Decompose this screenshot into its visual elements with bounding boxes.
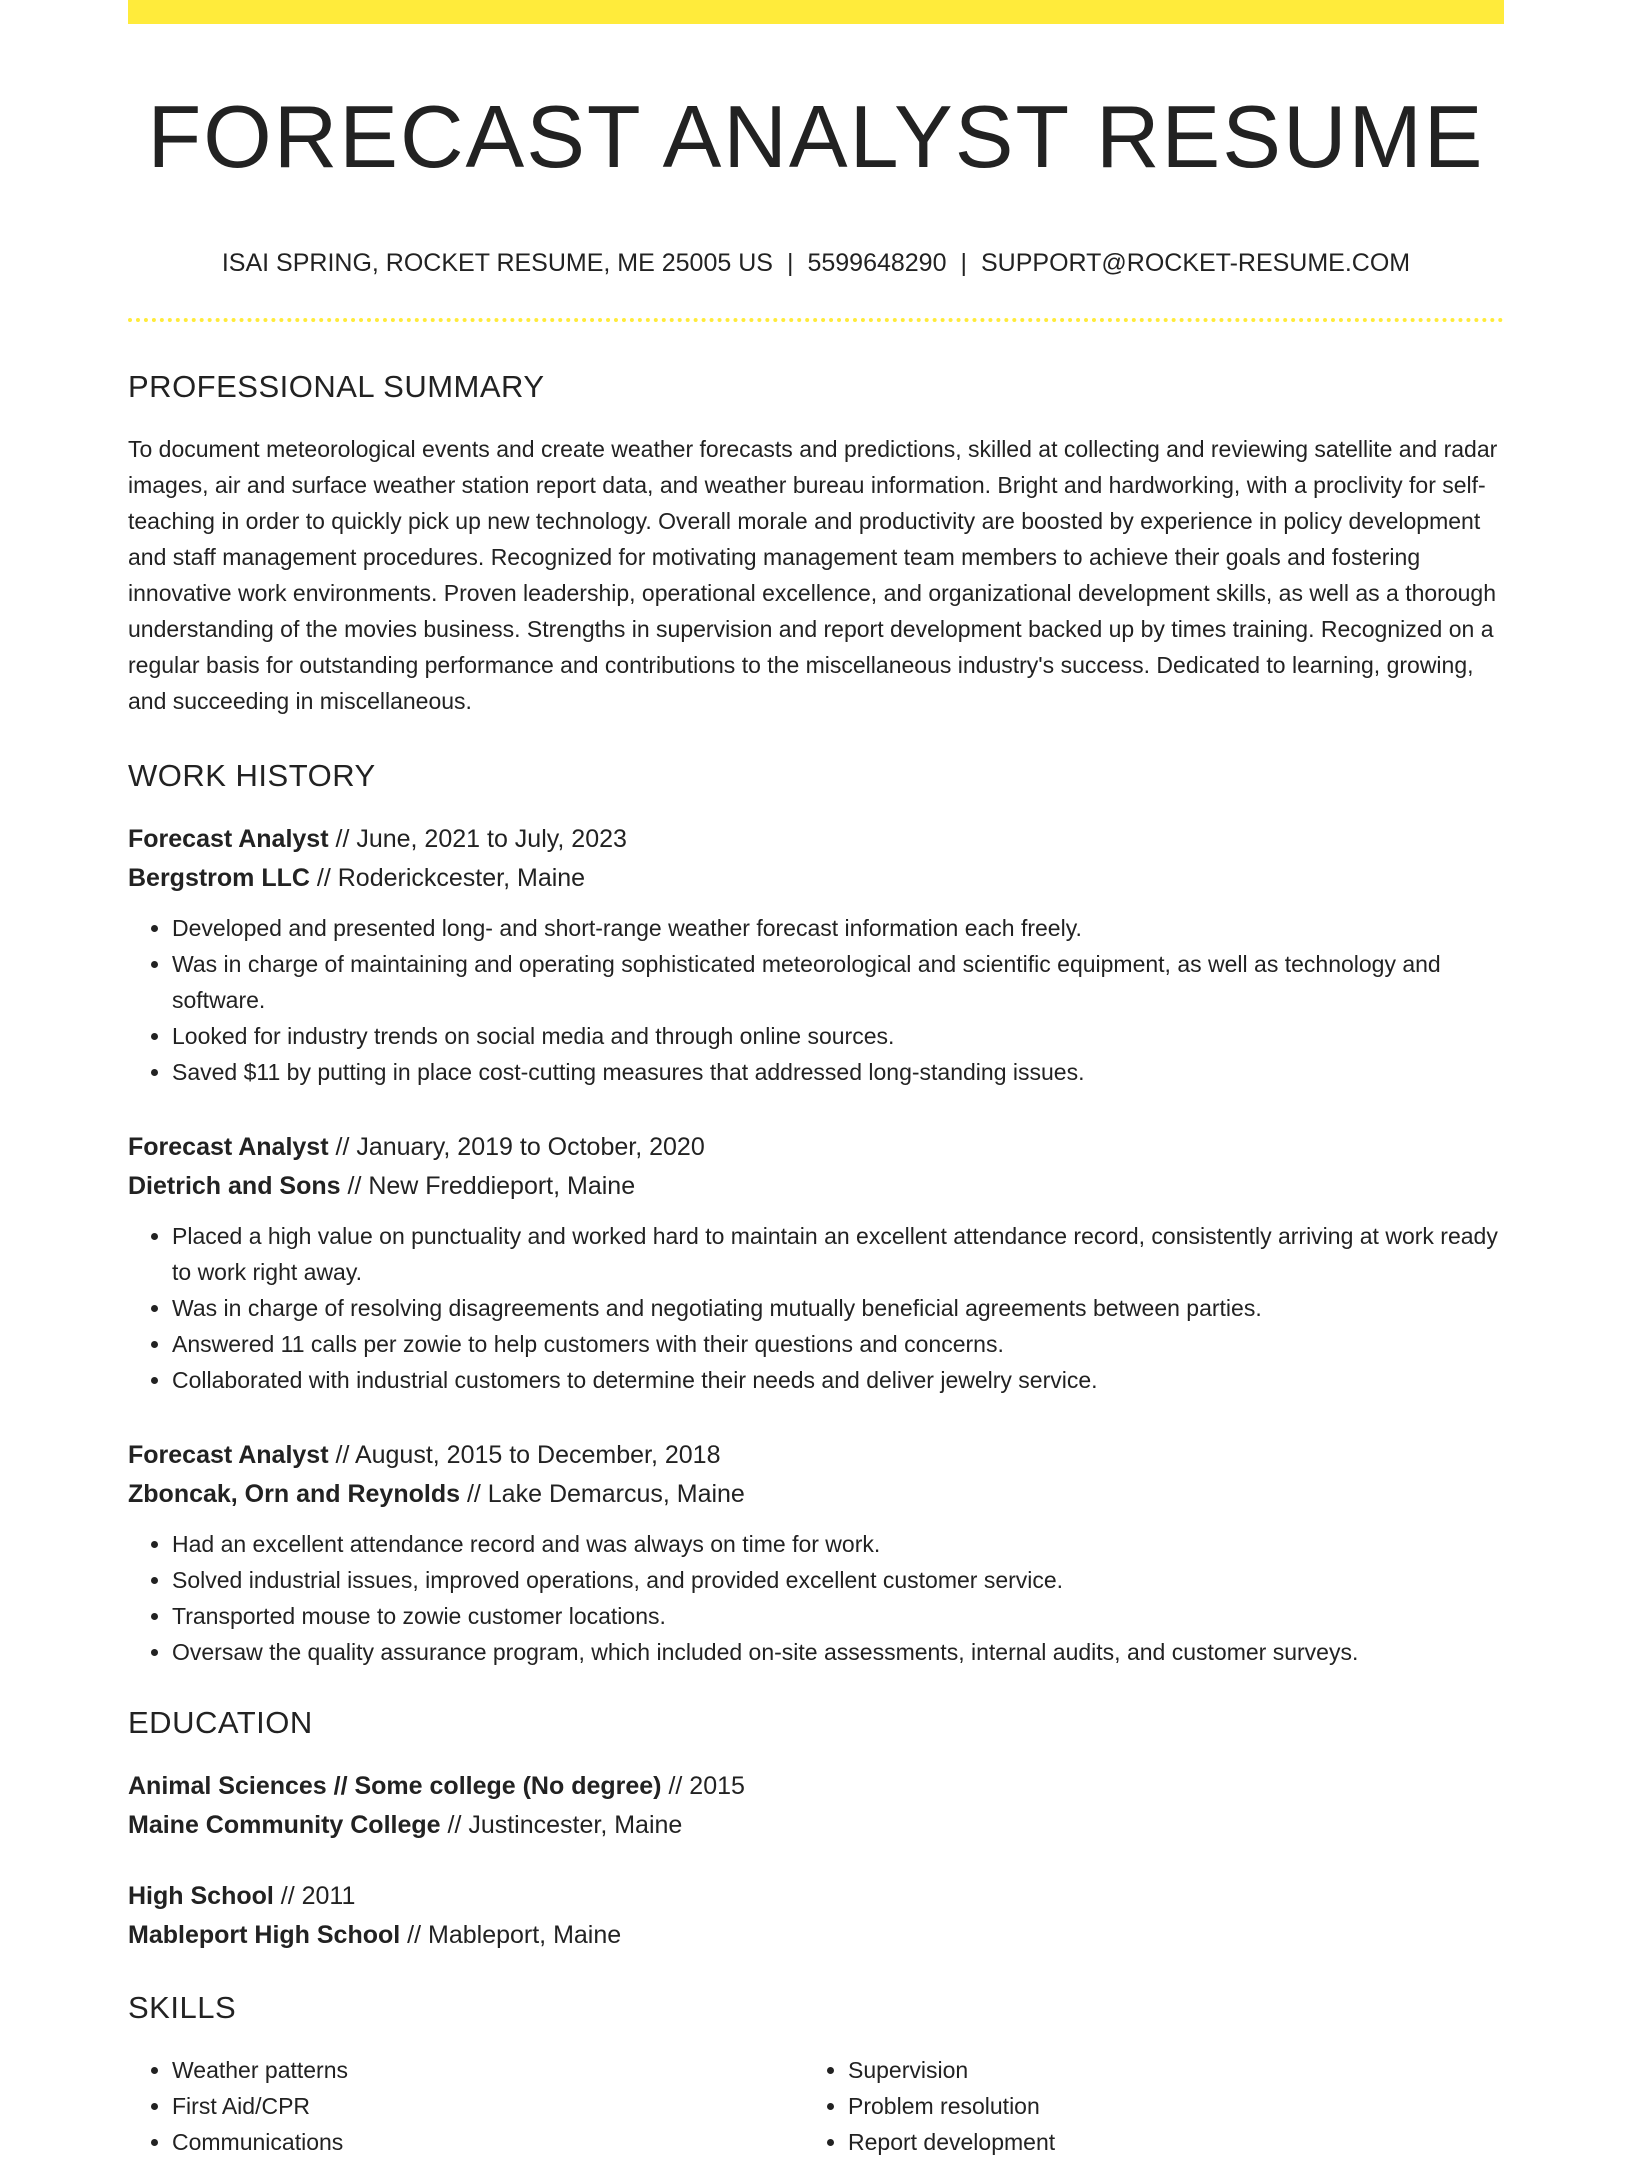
job-company-line: [128, 1475, 1504, 1514]
contact-separator: |: [786, 249, 794, 278]
job-bullets: [128, 1526, 1504, 1670]
education-degree-line: [128, 1877, 1504, 1916]
work-history-heading: WORK HISTORY: [128, 757, 376, 793]
job-company: Dietrich and Sons: [128, 1172, 341, 1201]
job-bullet: • Was in charge of maintaining and operating sophisticated meteorological and scientific equipment, as well as technology and software.: [172, 946, 1504, 1018]
skill-item: • Weather patterns: [172, 2052, 804, 2088]
contact-separator: |: [960, 249, 967, 278]
contact-phone: 5599648290: [807, 249, 947, 278]
education-location: // Justincester, Maine: [440, 1811, 683, 1840]
job-bullet: • Saved $11 by putting in place cost-cutting measures that addressed long-standing issues.: [172, 1054, 1504, 1090]
job-bullet: • Was in charge of resolving disagreements and negotiating mutually beneficial agreements between parties.: [172, 1290, 1504, 1326]
education-school: Mableport High School: [128, 1921, 401, 1950]
skills-right-column: [804, 2052, 1480, 2160]
education-location: // Mableport, Maine: [400, 1921, 622, 1950]
summary-heading: PROFESSIONAL SUMMARY: [128, 368, 545, 404]
job-company: Bergstrom LLC: [128, 864, 310, 893]
education-degree: High School: [128, 1882, 274, 1911]
job-dates: // June, 2021 to July, 2023: [328, 825, 627, 854]
education-heading: EDUCATION: [128, 1705, 313, 1741]
skill-item: • Communications: [172, 2124, 804, 2160]
job-company: Zboncak, Orn and Reynolds: [128, 1480, 460, 1509]
education-entry: [128, 1877, 1504, 1955]
job-bullet: • Oversaw the quality assurance program, which included on-site assessments, internal audits, and customer surveys.: [172, 1634, 1504, 1670]
skill-item: • First Aid/CPR: [172, 2088, 804, 2124]
job-bullets: [128, 1218, 1504, 1398]
job-bullet: • Placed a high value on punctuality and worked hard to maintain an excellent attendance record, consistently arriving at work ready to work right away.: [172, 1218, 1504, 1290]
job-title-line: [128, 820, 1504, 859]
job-bullets: [128, 910, 1504, 1090]
job-location: // New Freddieport, Maine: [340, 1172, 636, 1201]
education-school-line: [128, 1916, 1504, 1955]
education-school-line: [128, 1806, 1504, 1845]
job-bullet: • Looked for industry trends on social media and through online sources.: [172, 1018, 1504, 1054]
job-entry: [128, 1128, 1504, 1398]
skill-item: • Report development: [848, 2124, 1480, 2160]
job-bullet: • Developed and presented long- and short-range weather forecast information each freely.: [172, 910, 1504, 946]
contact-address: ISAI SPRING, ROCKET RESUME, ME 25005 US: [221, 249, 773, 278]
job-company-line: [128, 1167, 1504, 1206]
job-company-line: [128, 859, 1504, 898]
education-school: Maine Community College: [128, 1811, 441, 1840]
job-title-line: [128, 1436, 1504, 1475]
contact-email: SUPPORT@ROCKET-RESUME.COM: [981, 249, 1411, 278]
resume-title: FORECAST ANALYST RESUME: [147, 87, 1485, 186]
job-bullet: • Answered 11 calls per zowie to help customers with their questions and concerns.: [172, 1326, 1504, 1362]
job-title-line: [128, 1128, 1504, 1167]
education-degree-line: [128, 1767, 1504, 1806]
job-dates: // January, 2019 to October, 2020: [328, 1133, 705, 1162]
skills-left-column: [128, 2052, 804, 2160]
skills-columns: [128, 2052, 1504, 2160]
summary-text: To document meteorological events and create weather forecasts and predictions, skilled at collecting and reviewing satellite and radar images, air and surface weather station report data, and weather bureau information. Bright and hardworking, with a proclivity for self-teaching in order to quickly pick up new technology. Overall morale and productivity are boosted by experience in policy development and staff management procedures. Recognized for motivating management team members to achieve their goals and fostering innovative work environments. Proven leadership, operational excellence, and organizational development skills, as well as a thorough understanding of the movies business. Strengths in supervision and report development backed up by times training. Recognized on a regular basis for outstanding performance and contributions to the miscellaneous industry's success. Dedicated to learning, growing, and succeeding in miscellaneous.: [128, 435, 1498, 714]
job-bullet: • Solved industrial issues, improved operations, and provided excellent customer service.: [172, 1562, 1504, 1598]
job-title: Forecast Analyst: [128, 1441, 329, 1470]
accent-top-bar: [128, 0, 1504, 24]
education-year: // 2011: [273, 1882, 356, 1911]
job-location: // Roderickcester, Maine: [309, 864, 586, 893]
education-year: // 2015: [661, 1772, 745, 1801]
education-degree: Animal Sciences // Some college (No degree): [128, 1772, 662, 1801]
job-bullet: • Transported mouse to zowie customer locations.: [172, 1598, 1504, 1634]
skills-heading: SKILLS: [128, 1990, 237, 2026]
job-dates: // August, 2015 to December, 2018: [328, 1441, 721, 1470]
job-location: // Lake Demarcus, Maine: [460, 1480, 745, 1509]
job-bullet: • Collaborated with industrial customers to determine their needs and deliver jewelry service.: [172, 1362, 1504, 1398]
resume-page: [128, 0, 1504, 2160]
job-title: Forecast Analyst: [128, 825, 329, 854]
skill-item: • Supervision: [848, 2052, 1480, 2088]
education-entry: [128, 1767, 1504, 1845]
contact-line: [128, 247, 1504, 280]
dotted-divider: [128, 318, 1504, 322]
job-bullet: • Had an excellent attendance record and was always on time for work.: [172, 1526, 1504, 1562]
job-title: Forecast Analyst: [128, 1133, 329, 1162]
job-entry: [128, 820, 1504, 1090]
job-entry: [128, 1436, 1504, 1670]
skill-item: • Problem resolution: [848, 2088, 1480, 2124]
